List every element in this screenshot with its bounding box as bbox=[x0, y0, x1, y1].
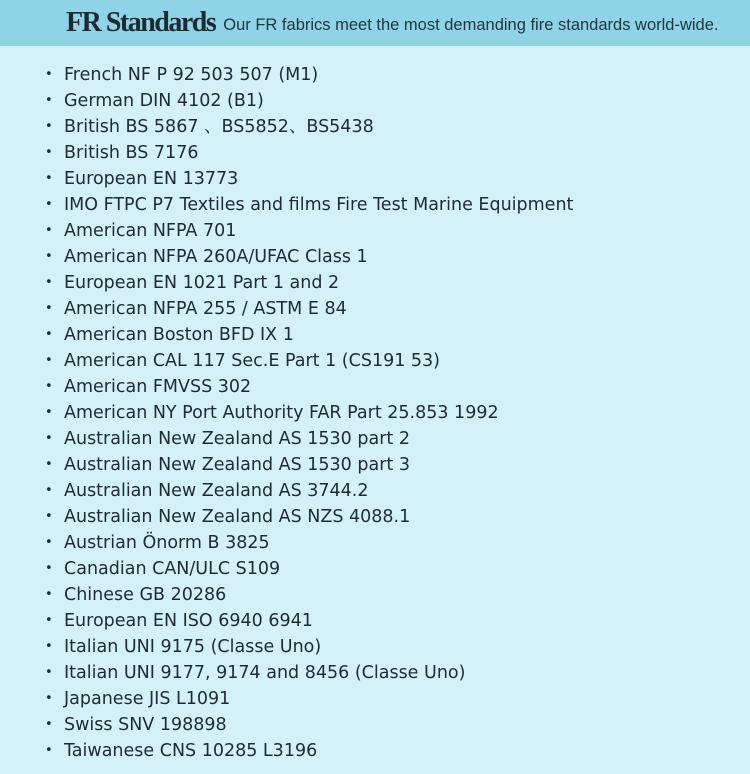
list-item bbox=[42, 348, 573, 374]
list-item bbox=[42, 296, 573, 322]
standard-label: IMO FTPC P7 Textiles and films Fire Test Marine Equipment bbox=[64, 195, 574, 215]
list-item bbox=[42, 166, 573, 192]
bullet-icon: • bbox=[45, 67, 53, 82]
list-item bbox=[42, 400, 573, 426]
standard-label: American NFPA 260A/UFAC Class 1 bbox=[64, 247, 368, 267]
bullet-icon: • bbox=[45, 145, 53, 160]
bullet-icon: • bbox=[45, 223, 53, 238]
list-item bbox=[42, 192, 573, 218]
standard-label: British BS 7176 bbox=[64, 143, 199, 163]
bullet-icon: • bbox=[45, 301, 53, 316]
standard-label: Swiss SNV 198898 bbox=[64, 715, 227, 735]
standard-label: British BS 5867 、BS5852、BS5438 bbox=[64, 117, 374, 137]
bullet-icon: • bbox=[45, 275, 53, 290]
list-item bbox=[42, 660, 573, 686]
bullet-icon: • bbox=[45, 379, 53, 394]
bullet-icon: • bbox=[45, 535, 53, 550]
bullet-icon: • bbox=[45, 509, 53, 524]
standard-label: Austrian Önorm B 3825 bbox=[64, 533, 270, 553]
bullet-icon: • bbox=[45, 405, 53, 420]
list-item bbox=[42, 478, 573, 504]
list-item bbox=[42, 582, 573, 608]
list-item bbox=[42, 374, 573, 400]
standard-label: Japanese JIS L1091 bbox=[64, 689, 231, 709]
bullet-icon: • bbox=[45, 691, 53, 706]
standard-label: European EN 1021 Part 1 and 2 bbox=[64, 273, 340, 293]
list-item bbox=[42, 738, 573, 764]
list-item bbox=[42, 244, 573, 270]
page-title: FR Standards bbox=[66, 7, 216, 38]
list-item bbox=[42, 426, 573, 452]
list-item bbox=[42, 218, 573, 244]
standard-label: Canadian CAN/ULC S109 bbox=[64, 559, 281, 579]
bullet-icon: • bbox=[45, 587, 53, 602]
list-item bbox=[42, 556, 573, 582]
standard-label: Italian UNI 9177, 9174 and 8456 (Classe Uno) bbox=[64, 663, 466, 683]
bullet-icon: • bbox=[45, 717, 53, 732]
standard-label: Australian New Zealand AS NZS 4088.1 bbox=[64, 507, 411, 527]
list-item bbox=[42, 504, 573, 530]
list-item bbox=[42, 452, 573, 478]
standard-label: Taiwanese CNS 10285 L3196 bbox=[64, 741, 318, 761]
list-item bbox=[42, 88, 573, 114]
list-item bbox=[42, 530, 573, 556]
list-item bbox=[42, 686, 573, 712]
standard-label: European EN ISO 6940 6941 bbox=[64, 611, 313, 631]
bullet-icon: • bbox=[45, 431, 53, 446]
standard-label: Italian UNI 9175 (Classe Uno) bbox=[64, 637, 322, 657]
bullet-icon: • bbox=[45, 457, 53, 472]
bullet-icon: • bbox=[45, 93, 53, 108]
bullet-icon: • bbox=[45, 639, 53, 654]
list-item bbox=[42, 62, 573, 88]
bullet-icon: • bbox=[45, 743, 53, 758]
bullet-icon: • bbox=[45, 483, 53, 498]
standard-label: American NFPA 255 / ASTM E 84 bbox=[64, 299, 347, 319]
standard-label: Australian New Zealand AS 1530 part 3 bbox=[64, 455, 410, 475]
standards-list bbox=[42, 62, 573, 764]
page-subtitle: Our FR fabrics meet the most demanding fire standards world-wide. bbox=[223, 16, 719, 34]
list-item bbox=[42, 114, 573, 140]
bullet-icon: • bbox=[45, 353, 53, 368]
bullet-icon: • bbox=[45, 665, 53, 680]
bullet-icon: • bbox=[45, 171, 53, 186]
standard-label: Australian New Zealand AS 3744.2 bbox=[64, 481, 369, 501]
list-item bbox=[42, 140, 573, 166]
standard-label: American NY Port Authority FAR Part 25.853 1992 bbox=[64, 403, 499, 423]
list-item bbox=[42, 712, 573, 738]
standard-label: American Boston BFD IX 1 bbox=[64, 325, 294, 345]
standard-label: American NFPA 701 bbox=[64, 221, 237, 241]
standard-label: German DIN 4102 (B1) bbox=[64, 91, 264, 111]
bullet-icon: • bbox=[45, 613, 53, 628]
header-banner bbox=[0, 0, 750, 46]
bullet-icon: • bbox=[45, 197, 53, 212]
list-item bbox=[42, 322, 573, 348]
standard-label: French NF P 92 503 507 (M1) bbox=[64, 65, 319, 85]
bullet-icon: • bbox=[45, 327, 53, 342]
list-item bbox=[42, 608, 573, 634]
standard-label: American CAL 117 Sec.E Part 1 (CS191 53) bbox=[64, 351, 441, 371]
standard-label: American FMVSS 302 bbox=[64, 377, 252, 397]
list-item bbox=[42, 270, 573, 296]
standard-label: Chinese GB 20286 bbox=[64, 585, 227, 605]
standard-label: European EN 13773 bbox=[64, 169, 239, 189]
bullet-icon: • bbox=[45, 249, 53, 264]
bullet-icon: • bbox=[45, 119, 53, 134]
list-item bbox=[42, 634, 573, 660]
standard-label: Australian New Zealand AS 1530 part 2 bbox=[64, 429, 410, 449]
bullet-icon: • bbox=[45, 561, 53, 576]
